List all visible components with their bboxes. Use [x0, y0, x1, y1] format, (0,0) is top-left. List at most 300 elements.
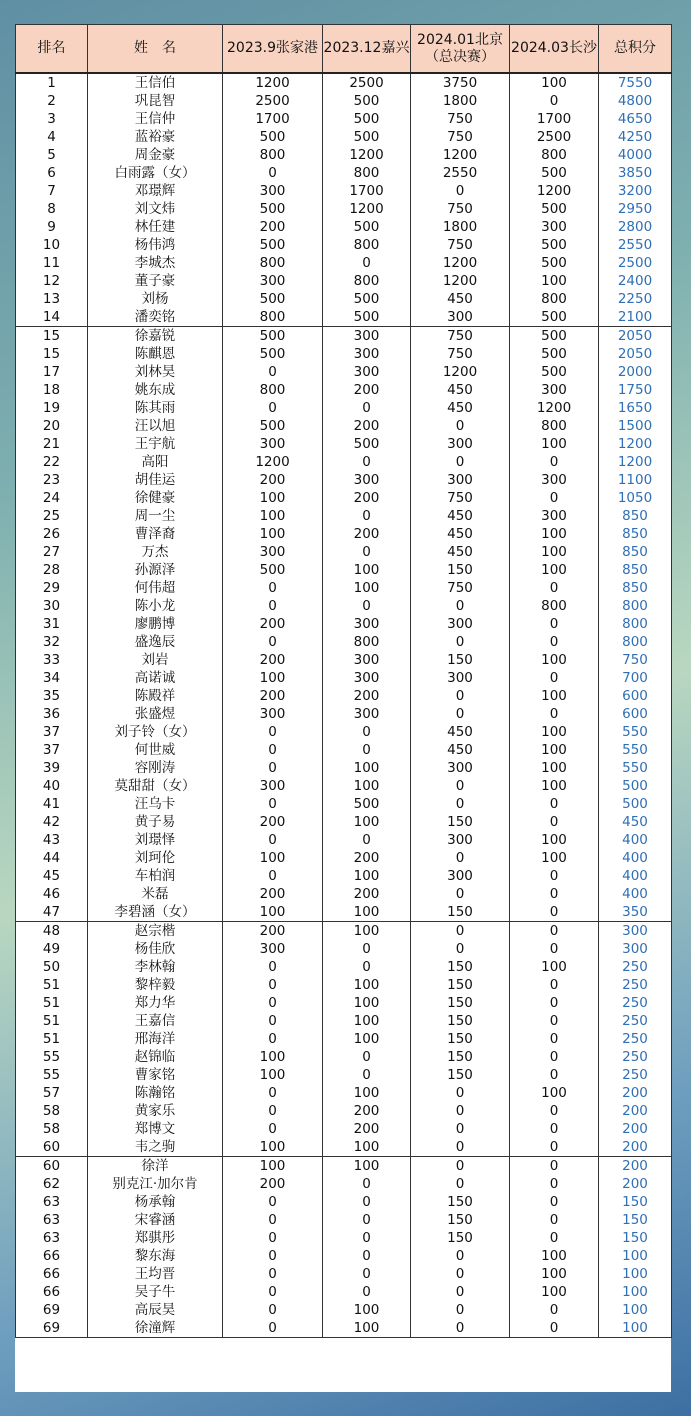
changsha-cell: 0 — [510, 903, 599, 922]
beijing-cell: 0 — [411, 940, 510, 958]
rank-cell: 12 — [16, 272, 88, 290]
jiaxing-cell: 2500 — [323, 73, 411, 92]
name-cell: 陈小龙 — [88, 597, 223, 615]
rank-cell: 27 — [16, 543, 88, 561]
rank-cell: 51 — [16, 1030, 88, 1048]
zhangjiagang-cell: 500 — [223, 327, 323, 346]
changsha-cell: 0 — [510, 1102, 599, 1120]
name-cell: 何伟超 — [88, 579, 223, 597]
name-cell: 巩昆智 — [88, 92, 223, 110]
table-row — [16, 73, 672, 92]
rank-cell: 11 — [16, 254, 88, 272]
name-cell: 郑力华 — [88, 994, 223, 1012]
total-cell: 850 — [599, 525, 672, 543]
table-row — [16, 561, 672, 579]
beijing-cell: 750 — [411, 236, 510, 254]
table-row — [16, 525, 672, 543]
table-row — [16, 363, 672, 381]
name-cell: 陈瀚铭 — [88, 1084, 223, 1102]
changsha-cell: 100 — [510, 777, 599, 795]
table-row — [16, 867, 672, 885]
changsha-cell: 0 — [510, 885, 599, 903]
rank-cell: 48 — [16, 922, 88, 941]
rank-cell: 30 — [16, 597, 88, 615]
zhangjiagang-cell: 0 — [223, 976, 323, 994]
table-row — [16, 903, 672, 922]
zhangjiagang-cell: 200 — [223, 218, 323, 236]
zhangjiagang-cell: 0 — [223, 1229, 323, 1247]
jiaxing-cell: 100 — [323, 1301, 411, 1319]
beijing-cell: 450 — [411, 741, 510, 759]
table-row — [16, 1265, 672, 1283]
header-row — [16, 25, 672, 74]
total-cell: 1650 — [599, 399, 672, 417]
rank-cell: 5 — [16, 146, 88, 164]
beijing-cell: 150 — [411, 1211, 510, 1229]
rank-cell: 60 — [16, 1157, 88, 1176]
zhangjiagang-cell: 300 — [223, 777, 323, 795]
beijing-cell: 300 — [411, 831, 510, 849]
table-row — [16, 849, 672, 867]
beijing-cell: 450 — [411, 543, 510, 561]
rank-cell: 34 — [16, 669, 88, 687]
zhangjiagang-cell: 0 — [223, 1120, 323, 1138]
total-cell: 100 — [599, 1283, 672, 1301]
beijing-cell: 300 — [411, 669, 510, 687]
name-cell: 曹泽裔 — [88, 525, 223, 543]
total-cell: 550 — [599, 741, 672, 759]
changsha-cell: 0 — [510, 1048, 599, 1066]
beijing-cell: 0 — [411, 1319, 510, 1338]
table-row — [16, 579, 672, 597]
jiaxing-cell: 300 — [323, 327, 411, 346]
beijing-cell: 0 — [411, 597, 510, 615]
zhangjiagang-cell: 200 — [223, 1175, 323, 1193]
changsha-cell: 0 — [510, 669, 599, 687]
name-cell: 宋睿涵 — [88, 1211, 223, 1229]
jiaxing-cell: 0 — [323, 940, 411, 958]
name-cell: 徐洋 — [88, 1157, 223, 1176]
table-row — [16, 741, 672, 759]
beijing-cell: 150 — [411, 976, 510, 994]
changsha-cell: 0 — [510, 867, 599, 885]
zhangjiagang-cell: 100 — [223, 1138, 323, 1157]
table-row — [16, 597, 672, 615]
beijing-cell: 1200 — [411, 363, 510, 381]
table-row — [16, 218, 672, 236]
header-changsha: 2024.03长沙 — [510, 25, 599, 74]
total-cell: 750 — [599, 651, 672, 669]
ranking-table — [15, 24, 672, 1338]
rank-cell: 46 — [16, 885, 88, 903]
zhangjiagang-cell: 0 — [223, 759, 323, 777]
name-cell: 杨伟鸿 — [88, 236, 223, 254]
zhangjiagang-cell: 200 — [223, 885, 323, 903]
name-cell: 李城杰 — [88, 254, 223, 272]
jiaxing-cell: 200 — [323, 525, 411, 543]
changsha-cell: 300 — [510, 381, 599, 399]
total-cell: 2800 — [599, 218, 672, 236]
jiaxing-cell: 100 — [323, 1157, 411, 1176]
ranking-rows — [16, 73, 672, 1338]
total-cell: 200 — [599, 1120, 672, 1138]
rank-cell: 18 — [16, 381, 88, 399]
beijing-cell: 450 — [411, 507, 510, 525]
beijing-cell: 750 — [411, 489, 510, 507]
table-row — [16, 922, 672, 941]
table-row — [16, 489, 672, 507]
beijing-cell: 450 — [411, 290, 510, 308]
rank-cell: 63 — [16, 1193, 88, 1211]
table-row — [16, 994, 672, 1012]
table-row — [16, 831, 672, 849]
name-cell: 邢海洋 — [88, 1030, 223, 1048]
changsha-cell: 800 — [510, 290, 599, 308]
changsha-cell: 800 — [510, 597, 599, 615]
jiaxing-cell: 300 — [323, 669, 411, 687]
beijing-cell: 450 — [411, 381, 510, 399]
rank-cell: 4 — [16, 128, 88, 146]
rank-cell: 2 — [16, 92, 88, 110]
jiaxing-cell: 500 — [323, 308, 411, 327]
beijing-cell: 450 — [411, 525, 510, 543]
total-cell: 150 — [599, 1211, 672, 1229]
table-row — [16, 795, 672, 813]
name-cell: 米磊 — [88, 885, 223, 903]
changsha-cell: 0 — [510, 633, 599, 651]
beijing-cell: 150 — [411, 958, 510, 976]
table-row — [16, 453, 672, 471]
name-cell: 王嘉信 — [88, 1012, 223, 1030]
total-cell: 2050 — [599, 345, 672, 363]
name-cell: 孙源泽 — [88, 561, 223, 579]
total-cell: 1200 — [599, 453, 672, 471]
total-cell: 4800 — [599, 92, 672, 110]
zhangjiagang-cell: 300 — [223, 543, 323, 561]
rank-cell: 69 — [16, 1301, 88, 1319]
jiaxing-cell: 500 — [323, 795, 411, 813]
rank-cell: 19 — [16, 399, 88, 417]
jiaxing-cell: 300 — [323, 705, 411, 723]
total-cell: 4250 — [599, 128, 672, 146]
name-cell: 白雨露（女） — [88, 164, 223, 182]
table-row — [16, 687, 672, 705]
rank-cell: 66 — [16, 1265, 88, 1283]
zhangjiagang-cell: 0 — [223, 741, 323, 759]
table-row — [16, 1048, 672, 1066]
jiaxing-cell: 1200 — [323, 200, 411, 218]
total-cell: 250 — [599, 1012, 672, 1030]
changsha-cell: 0 — [510, 1175, 599, 1193]
zhangjiagang-cell: 0 — [223, 1012, 323, 1030]
name-cell: 黎梓毅 — [88, 976, 223, 994]
rank-cell: 40 — [16, 777, 88, 795]
name-cell: 陈其雨 — [88, 399, 223, 417]
table-row — [16, 669, 672, 687]
name-cell: 万杰 — [88, 543, 223, 561]
jiaxing-cell: 0 — [323, 1283, 411, 1301]
total-cell: 400 — [599, 867, 672, 885]
beijing-cell: 750 — [411, 128, 510, 146]
beijing-cell: 0 — [411, 1102, 510, 1120]
zhangjiagang-cell: 0 — [223, 831, 323, 849]
changsha-cell: 100 — [510, 759, 599, 777]
changsha-cell: 500 — [510, 200, 599, 218]
zhangjiagang-cell: 100 — [223, 849, 323, 867]
jiaxing-cell: 0 — [323, 1265, 411, 1283]
jiaxing-cell: 0 — [323, 1048, 411, 1066]
name-cell: 汪乌卡 — [88, 795, 223, 813]
table-row — [16, 399, 672, 417]
total-cell: 300 — [599, 922, 672, 941]
jiaxing-cell: 0 — [323, 1066, 411, 1084]
beijing-cell: 1800 — [411, 218, 510, 236]
table-row — [16, 759, 672, 777]
name-cell: 蓝裕豪 — [88, 128, 223, 146]
zhangjiagang-cell: 0 — [223, 597, 323, 615]
name-cell: 李碧涵（女） — [88, 903, 223, 922]
jiaxing-cell: 0 — [323, 723, 411, 741]
name-cell: 胡佳运 — [88, 471, 223, 489]
jiaxing-cell: 500 — [323, 435, 411, 453]
jiaxing-cell: 0 — [323, 831, 411, 849]
header-zhangjiagang: 2023.9张家港 — [223, 25, 323, 74]
changsha-cell: 500 — [510, 363, 599, 381]
changsha-cell: 100 — [510, 1265, 599, 1283]
jiaxing-cell: 300 — [323, 345, 411, 363]
table-row — [16, 92, 672, 110]
changsha-cell: 100 — [510, 525, 599, 543]
changsha-cell: 0 — [510, 976, 599, 994]
total-cell: 150 — [599, 1229, 672, 1247]
zhangjiagang-cell: 300 — [223, 940, 323, 958]
beijing-cell: 0 — [411, 1120, 510, 1138]
zhangjiagang-cell: 500 — [223, 561, 323, 579]
beijing-cell: 150 — [411, 1193, 510, 1211]
rank-cell: 9 — [16, 218, 88, 236]
jiaxing-cell: 0 — [323, 1211, 411, 1229]
zhangjiagang-cell: 100 — [223, 507, 323, 525]
changsha-cell: 0 — [510, 1211, 599, 1229]
rank-cell: 15 — [16, 327, 88, 346]
jiaxing-cell: 200 — [323, 687, 411, 705]
rank-cell: 33 — [16, 651, 88, 669]
table-row — [16, 1193, 672, 1211]
jiaxing-cell: 0 — [323, 1247, 411, 1265]
rank-cell: 3 — [16, 110, 88, 128]
zhangjiagang-cell: 200 — [223, 687, 323, 705]
zhangjiagang-cell: 800 — [223, 308, 323, 327]
changsha-cell: 100 — [510, 73, 599, 92]
jiaxing-cell: 100 — [323, 1084, 411, 1102]
zhangjiagang-cell: 500 — [223, 290, 323, 308]
table-row — [16, 813, 672, 831]
name-cell: 高辰昊 — [88, 1301, 223, 1319]
beijing-cell: 3750 — [411, 73, 510, 92]
name-cell: 李林翰 — [88, 958, 223, 976]
jiaxing-cell: 100 — [323, 813, 411, 831]
beijing-cell: 300 — [411, 867, 510, 885]
table-row — [16, 705, 672, 723]
jiaxing-cell: 0 — [323, 507, 411, 525]
jiaxing-cell: 200 — [323, 885, 411, 903]
table-row — [16, 164, 672, 182]
table-row — [16, 1012, 672, 1030]
rank-cell: 66 — [16, 1283, 88, 1301]
zhangjiagang-cell: 0 — [223, 1265, 323, 1283]
name-cell: 董子豪 — [88, 272, 223, 290]
jiaxing-cell: 1200 — [323, 146, 411, 164]
name-cell: 赵锦临 — [88, 1048, 223, 1066]
beijing-cell: 150 — [411, 651, 510, 669]
jiaxing-cell: 100 — [323, 867, 411, 885]
changsha-cell: 0 — [510, 1120, 599, 1138]
zhangjiagang-cell: 200 — [223, 471, 323, 489]
beijing-cell: 150 — [411, 1229, 510, 1247]
rank-cell: 42 — [16, 813, 88, 831]
rank-cell: 35 — [16, 687, 88, 705]
jiaxing-cell: 100 — [323, 1138, 411, 1157]
total-cell: 2000 — [599, 363, 672, 381]
beijing-cell: 0 — [411, 453, 510, 471]
name-cell: 潘奕铭 — [88, 308, 223, 327]
total-cell: 250 — [599, 1030, 672, 1048]
changsha-cell: 100 — [510, 1084, 599, 1102]
beijing-cell: 0 — [411, 885, 510, 903]
rank-cell: 55 — [16, 1066, 88, 1084]
table-row — [16, 1211, 672, 1229]
name-cell: 车柏润 — [88, 867, 223, 885]
beijing-cell: 150 — [411, 1012, 510, 1030]
name-cell: 王均晋 — [88, 1265, 223, 1283]
rank-cell: 58 — [16, 1120, 88, 1138]
beijing-cell: 2550 — [411, 164, 510, 182]
rank-cell: 37 — [16, 741, 88, 759]
jiaxing-cell: 200 — [323, 417, 411, 435]
zhangjiagang-cell: 500 — [223, 345, 323, 363]
rank-cell: 63 — [16, 1211, 88, 1229]
changsha-cell: 100 — [510, 741, 599, 759]
beijing-cell: 0 — [411, 1138, 510, 1157]
rank-cell: 13 — [16, 290, 88, 308]
table-row — [16, 1084, 672, 1102]
zhangjiagang-cell: 200 — [223, 615, 323, 633]
total-cell: 1200 — [599, 435, 672, 453]
changsha-cell: 500 — [510, 236, 599, 254]
total-cell: 7550 — [599, 73, 672, 92]
rank-cell: 51 — [16, 976, 88, 994]
changsha-cell: 100 — [510, 272, 599, 290]
table-row — [16, 308, 672, 327]
table-row — [16, 110, 672, 128]
jiaxing-cell: 200 — [323, 1120, 411, 1138]
beijing-cell: 0 — [411, 687, 510, 705]
table-row — [16, 1157, 672, 1176]
total-cell: 850 — [599, 507, 672, 525]
jiaxing-cell: 0 — [323, 1193, 411, 1211]
table-row — [16, 290, 672, 308]
rank-cell: 26 — [16, 525, 88, 543]
changsha-cell: 0 — [510, 92, 599, 110]
beijing-cell: 750 — [411, 110, 510, 128]
beijing-cell: 750 — [411, 345, 510, 363]
rank-cell: 10 — [16, 236, 88, 254]
name-cell: 韦之驹 — [88, 1138, 223, 1157]
changsha-cell: 100 — [510, 435, 599, 453]
total-cell: 2950 — [599, 200, 672, 218]
beijing-cell: 450 — [411, 399, 510, 417]
beijing-cell: 300 — [411, 308, 510, 327]
zhangjiagang-cell: 100 — [223, 669, 323, 687]
changsha-cell: 0 — [510, 579, 599, 597]
rank-cell: 55 — [16, 1048, 88, 1066]
changsha-cell: 0 — [510, 1012, 599, 1030]
beijing-cell: 0 — [411, 1301, 510, 1319]
zhangjiagang-cell: 0 — [223, 1084, 323, 1102]
zhangjiagang-cell: 1200 — [223, 73, 323, 92]
name-cell: 刘岩 — [88, 651, 223, 669]
jiaxing-cell: 500 — [323, 218, 411, 236]
rank-cell: 37 — [16, 723, 88, 741]
name-cell: 周金豪 — [88, 146, 223, 164]
name-cell: 徐健豪 — [88, 489, 223, 507]
beijing-cell: 750 — [411, 579, 510, 597]
zhangjiagang-cell: 500 — [223, 236, 323, 254]
zhangjiagang-cell: 0 — [223, 1247, 323, 1265]
beijing-cell: 150 — [411, 1030, 510, 1048]
rank-cell: 49 — [16, 940, 88, 958]
zhangjiagang-cell: 1200 — [223, 453, 323, 471]
rank-cell: 21 — [16, 435, 88, 453]
beijing-cell: 150 — [411, 1066, 510, 1084]
rank-cell: 45 — [16, 867, 88, 885]
jiaxing-cell: 800 — [323, 236, 411, 254]
rank-cell: 15 — [16, 345, 88, 363]
changsha-cell: 800 — [510, 146, 599, 164]
changsha-cell: 0 — [510, 615, 599, 633]
changsha-cell: 100 — [510, 849, 599, 867]
changsha-cell: 1200 — [510, 399, 599, 417]
total-cell: 800 — [599, 633, 672, 651]
name-cell: 别克江·加尔肯 — [88, 1175, 223, 1193]
jiaxing-cell: 100 — [323, 994, 411, 1012]
total-cell: 1500 — [599, 417, 672, 435]
table-row — [16, 327, 672, 346]
beijing-cell: 0 — [411, 1265, 510, 1283]
table-row — [16, 1066, 672, 1084]
changsha-cell: 0 — [510, 1301, 599, 1319]
table-row — [16, 1229, 672, 1247]
total-cell: 2500 — [599, 254, 672, 272]
name-cell: 张盛煜 — [88, 705, 223, 723]
name-cell: 郑博文 — [88, 1120, 223, 1138]
jiaxing-cell: 500 — [323, 110, 411, 128]
table-row — [16, 543, 672, 561]
beijing-cell: 1200 — [411, 272, 510, 290]
changsha-cell: 500 — [510, 345, 599, 363]
name-cell: 刘文炜 — [88, 200, 223, 218]
total-cell: 200 — [599, 1175, 672, 1193]
changsha-cell: 100 — [510, 1247, 599, 1265]
changsha-cell: 0 — [510, 705, 599, 723]
changsha-cell: 0 — [510, 1138, 599, 1157]
total-cell: 250 — [599, 1048, 672, 1066]
zhangjiagang-cell: 0 — [223, 994, 323, 1012]
table-row — [16, 435, 672, 453]
total-cell: 250 — [599, 958, 672, 976]
rank-cell: 41 — [16, 795, 88, 813]
jiaxing-cell: 0 — [323, 453, 411, 471]
